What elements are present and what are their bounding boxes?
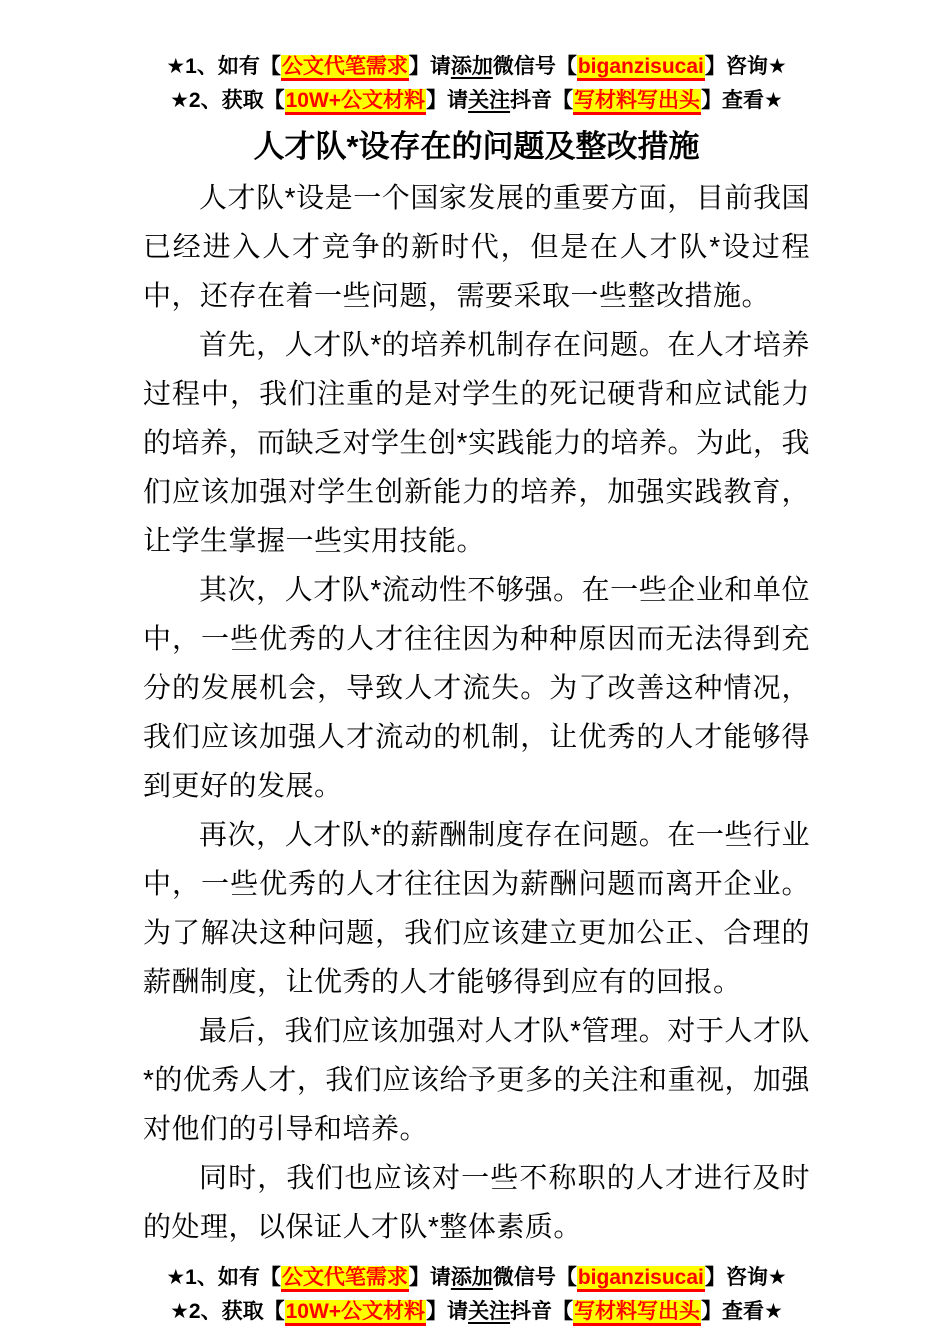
notice-segment-plain: 】请: [408, 55, 451, 78]
paragraph: 其次，人才队*流动性不够强。在一些企业和单位中，一些优秀的人才往往因为种种原因而无法得到充分的发展机会，导致人才流失。为了改善这种情况，我们应该加强人才流动的机制，让优秀的人才能够得到更好的发展。: [143, 574, 810, 801]
notice-segment-plain: 】查看★: [701, 1300, 783, 1323]
notice-segment-highlight: 写材料写出头: [573, 89, 701, 115]
notice-segment-plain: 】请: [408, 1266, 451, 1289]
notice-segment-highlight: 10W+公文材料: [285, 1300, 426, 1326]
paragraph: 再次，人才队*的薪酬制度存在问题。在一些行业中，一些优秀的人才往往因为薪酬问题而离开企业。为了解决这种问题，我们应该建立更加公正、合理的薪酬制度，让优秀的人才能够得到应有的回报。: [143, 819, 810, 997]
header-notice-line-1: [103, 50, 850, 84]
notice-segment-highlight: 公文代笔需求: [281, 55, 409, 81]
notice-segment-plain: 】请: [426, 89, 469, 112]
notice-segment-plain: 微信号【: [492, 1266, 577, 1289]
notice-segment-plain: ★2、获取【: [170, 1300, 285, 1323]
notice-segment-plain: 】咨询★: [704, 55, 787, 78]
paragraph: 首先，人才队*的培养机制存在问题。在人才培养过程中，我们注重的是对学生的死记硬背和应试能力的培养，而缺乏对学生创*实践能力的培养。为此，我们应该加强对学生创新能力的培养，加强实践教育，让学生掌握一些实用技能。: [143, 329, 810, 556]
notice-segment-highlight: 10W+公文材料: [285, 89, 426, 115]
notice-segment-underline: 添加: [450, 55, 493, 78]
footer-notice-line-1: [103, 1261, 850, 1295]
paragraph: 人才队*设是一个国家发展的重要方面，目前我国已经进入人才竞争的新时代，但是在人才队*设过程中，还存在着一些问题，需要采取一些整改措施。: [143, 182, 810, 311]
notice-segment-highlight: 写材料写出头: [573, 1300, 701, 1326]
header-notice-line-2: [103, 84, 850, 118]
notice-segment-plain: ★2、获取【: [170, 89, 285, 112]
footer-notice: [103, 1261, 850, 1329]
notice-segment-underline: 关注: [468, 1300, 511, 1323]
header-notice: [103, 50, 850, 118]
notice-segment-plain: 】请: [426, 1300, 469, 1323]
notice-segment-highlight: 公文代笔需求: [281, 1266, 409, 1292]
notice-segment-plain: 抖音【: [510, 1300, 574, 1323]
notice-segment-plain: 】查看★: [701, 89, 783, 112]
document-body: [143, 173, 810, 1251]
paragraph: 最后，我们应该加强对人才队*管理。对于人才队*的优秀人才，我们应该给予更多的关注和重视，加强对他们的引导和培养。: [143, 1015, 810, 1144]
notice-segment-plain: ★1、如有【: [166, 55, 281, 78]
notice-segment-plain: ★1、如有【: [166, 1266, 281, 1289]
notice-segment-plain: 抖音【: [510, 89, 574, 112]
notice-segment-plain: 微信号【: [492, 55, 577, 78]
notice-segment-plain: 】咨询★: [704, 1266, 787, 1289]
notice-segment-highlight: biganzisucai: [577, 1266, 705, 1292]
notice-segment-underline: 关注: [468, 89, 511, 112]
footer-notice-line-2: [103, 1295, 850, 1329]
page-title: 人才队*设存在的问题及整改措施: [253, 129, 700, 164]
notice-segment-underline: 添加: [450, 1266, 493, 1289]
paragraph: 同时，我们也应该对一些不称职的人才进行及时的处理，以保证人才队*整体素质。: [143, 1162, 810, 1242]
notice-segment-highlight: biganzisucai: [577, 55, 705, 81]
